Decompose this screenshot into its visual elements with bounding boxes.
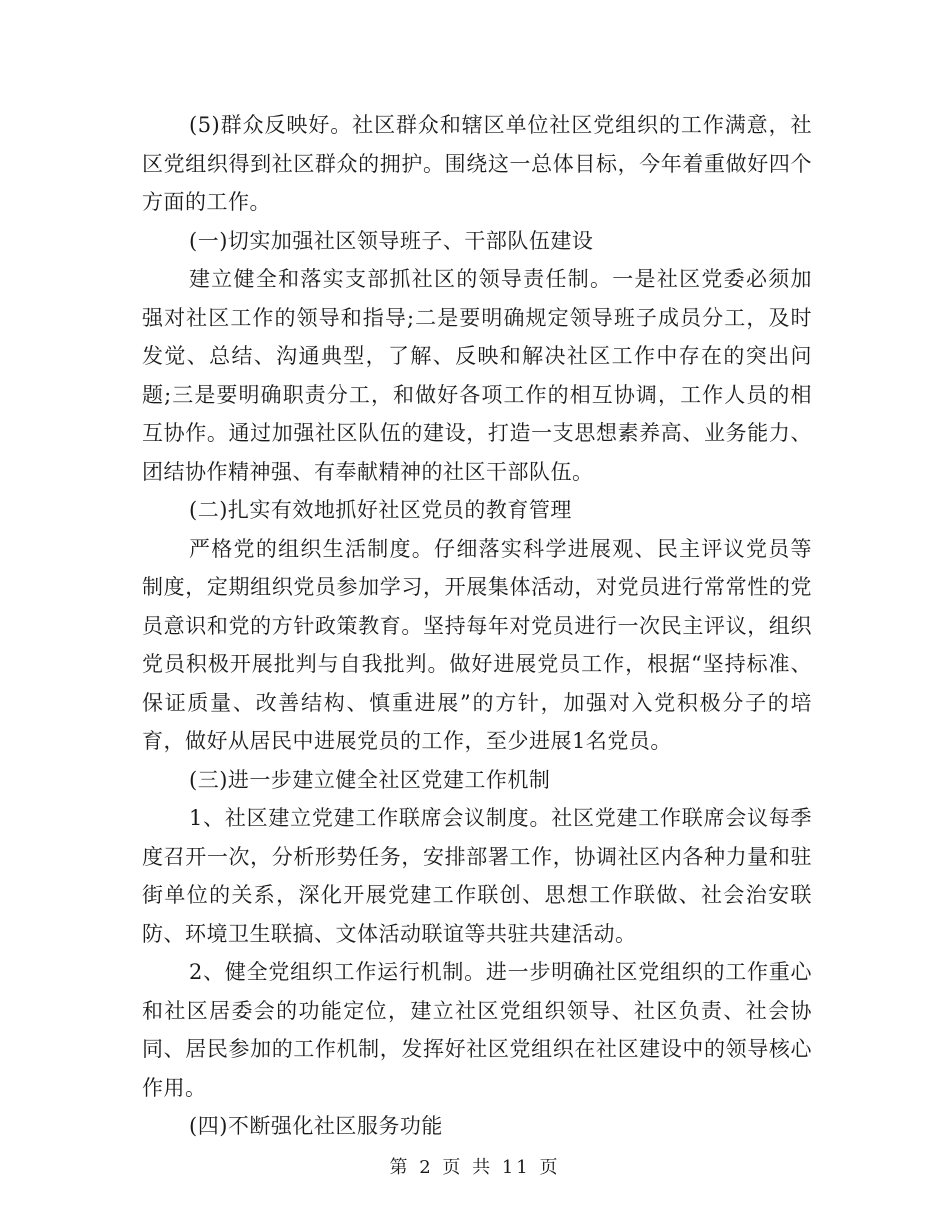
section-heading: (四)不断强化社区服务功能 [189, 1114, 443, 1138]
page-number-footer: 第 2 页 共 11 页 [389, 1157, 561, 1178]
section-heading: (二)扎实有效地抓好社区党员的教育管理 [189, 498, 572, 522]
body-paragraph: (5)群众反映好。社区群众和辖区单位社区党组织的工作满意，社区党组织得到社区群众的拥护。围绕这一总体目标，今年着重做好四个方面的工作。 [142, 113, 812, 214]
body-paragraph: 建立健全和落实支部抓社区的领导责任制。一是社区党委必须加强对社区工作的领导和指导;二是要明确规定领导班子成员分工，及时发觉、总结、沟通典型，了解、反映和解决社区工作中存在的突出问题;三是要明确职责分工，和做好各项工作的相互协调，工作人员的相互协作。通过加强社区队伍的建设，打造一支思想素养高、业务能力、团结协作精神强、有奉献精神的社区干部队伍。 [142, 267, 812, 484]
section-heading: (三)进一步建立健全社区党建工作机制 [189, 767, 551, 792]
document-body [142, 106, 812, 1146]
body-paragraph: 严格党的组织生活制度。仔细落实科学进展观、民主评议党员等制度，定期组织党员参加学习，开展集体活动，对党员进行常常性的党员意识和党的方针政策教育。坚持每年对党员进行一次民主评议，组织党员积极开展批判与自我批判。做好进展党员工作，根据“坚持标准、保证质量、改善结构、慎重进展”的方针，加强对入党积极分子的培育，做好从居民中进展党员的工作，至少进展1名党员。 [142, 536, 812, 753]
body-paragraph: 1、社区建立党建工作联席会议制度。社区党建工作联席会议每季度召开一次，分析形势任务，安排部署工作，协调社区内各种力量和驻街单位的关系，深化开展党建工作联创、思想工作联做、社会治安联防、环境卫生联搞、文体活动联谊等共驻共建活动。 [142, 806, 812, 946]
body-paragraph: 2、健全党组织工作运行机制。进一步明确社区党组织的工作重心和社区居委会的功能定位，建立社区党组织领导、社区负责、社会协同、居民参加的工作机制，发挥好社区党组织在社区建设中的领导核心作用。 [142, 960, 812, 1100]
section-heading: (一)切实加强社区领导班子、干部队伍建设 [189, 228, 594, 253]
